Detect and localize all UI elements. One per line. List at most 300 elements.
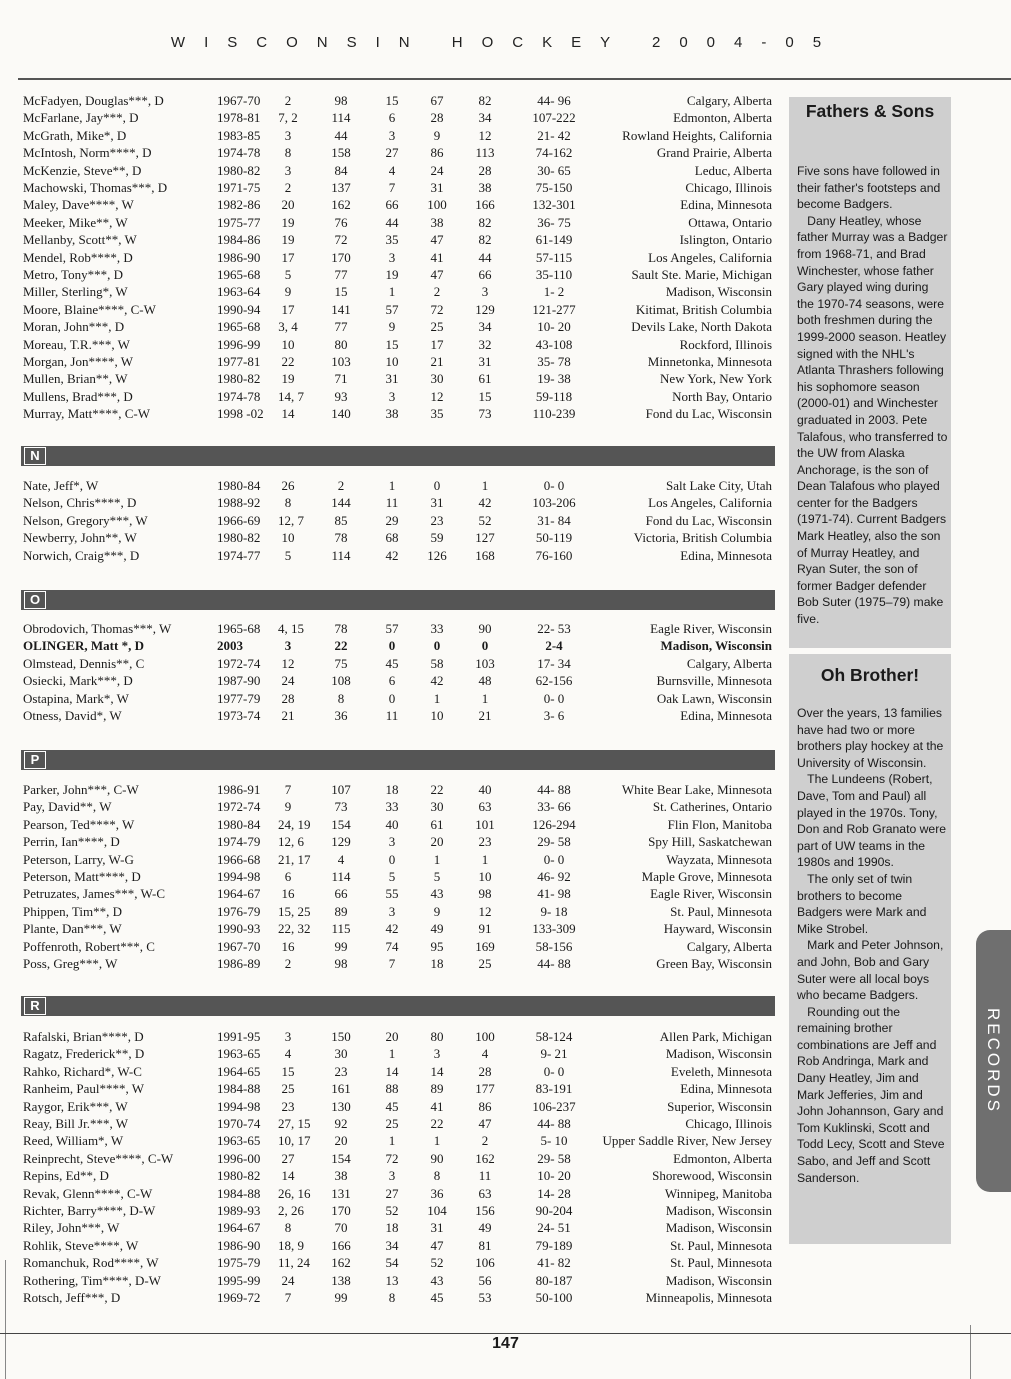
goals: 54 <box>385 1255 399 1271</box>
player-name: Poffenroth, Robert***, C <box>23 938 155 954</box>
penalties-minutes: 133-309 <box>532 921 576 937</box>
sidebar-body-fathers-sons: Five sons have followed in their father's footsteps and become Badgers. Dany Heatley, whose father Murray was a Badger from 1968-71, and Brad Winchester, whose father Gary played wing during the 1970-74 seasons, were both freshmen during the 1999-2000 season. Heatley signed with the NHL's Atlanta Thrashers following his sophomore season (2000-01) and Winchester graduated in 2003. Pete Talafous, who transferred to the UW from Alaska Anchorage, is the son of Dean Talafous who played center for the Badgers (1971-74). Current Badgers Mark Heatley, also the son of Murray Heatley, and Ryan Suter, the son of former Badger defender Bob Suter (1975–79) make five. <box>797 164 948 627</box>
penalties-minutes: 1- 2 <box>543 284 565 300</box>
games-played: 15 <box>334 284 348 300</box>
jersey-number: 24 <box>281 673 295 689</box>
points: 113 <box>475 145 495 161</box>
points: 129 <box>475 301 495 317</box>
games-played: 84 <box>334 162 348 178</box>
goals: 55 <box>385 886 399 902</box>
games-played: 38 <box>334 1168 348 1184</box>
games-played: 131 <box>331 1185 351 1201</box>
table-row <box>0 266 790 283</box>
penalties-minutes: 106-237 <box>532 1098 576 1114</box>
points: 82 <box>478 93 492 108</box>
jersey-number: 22 <box>281 354 295 369</box>
jersey-number: 8 <box>284 495 292 511</box>
player-name: Metro, Tony***, D <box>23 267 123 282</box>
goals: 14 <box>385 1063 399 1079</box>
hometown: Madison, Wisconsin <box>665 1220 772 1236</box>
hometown: New York, New York <box>660 371 772 387</box>
points: 2 <box>481 1133 489 1149</box>
jersey-number: 5 <box>284 267 292 282</box>
points: 38 <box>478 180 492 195</box>
penalties-minutes: 75-150 <box>535 180 573 195</box>
goals: 18 <box>385 782 399 797</box>
hometown: North Bay, Ontario <box>672 388 772 404</box>
jersey-number: 3, 4 <box>278 319 298 335</box>
player-name: Murray, Matt****, C-W <box>23 406 150 422</box>
jersey-number: 24, 19 <box>278 816 311 832</box>
hometown: St. Paul, Minnesota <box>670 1237 772 1253</box>
goals: 1 <box>388 478 396 493</box>
table-row <box>0 1272 790 1289</box>
jersey-number: 9 <box>284 799 292 815</box>
hometown: Flin Flon, Manitoba <box>667 816 772 832</box>
goals: 38 <box>385 406 399 422</box>
goals: 66 <box>385 197 399 213</box>
penalties-minutes: 36- 75 <box>537 214 571 230</box>
table-row <box>0 885 790 902</box>
jersey-number: 19 <box>281 232 295 248</box>
penalties-minutes: 80-187 <box>535 1272 573 1288</box>
games-played: 115 <box>331 921 351 937</box>
games-played: 72 <box>334 232 348 248</box>
assists: 61 <box>430 816 444 832</box>
player-name: Peterson, Larry, W-G <box>23 851 134 867</box>
player-name: Otness, David*, W <box>23 708 122 723</box>
games-played: 2 <box>337 478 345 493</box>
assists: 41 <box>430 1098 444 1114</box>
years: 1975-79 <box>217 1255 261 1271</box>
goals: 11 <box>385 708 399 723</box>
games-played: 150 <box>331 1029 351 1044</box>
table-row <box>0 1132 790 1149</box>
player-name: Rahko, Richard*, W-C <box>23 1063 142 1079</box>
goals: 5 <box>388 869 396 884</box>
points: 23 <box>478 834 492 850</box>
years: 1980-82 <box>217 530 261 546</box>
assists: 58 <box>430 655 444 671</box>
goals: 4 <box>388 162 396 178</box>
penalties-minutes: 5- 10 <box>540 1133 568 1149</box>
table-row <box>0 637 790 654</box>
assists: 1 <box>433 1133 441 1149</box>
points: 52 <box>478 512 492 528</box>
hometown: Victoria, British Columbia <box>633 530 772 546</box>
player-name: Miller, Sterling*, W <box>23 284 128 300</box>
table-row <box>0 162 790 179</box>
games-played: 98 <box>334 956 348 971</box>
points: 90 <box>478 621 492 636</box>
penalties-minutes: 10- 20 <box>537 319 571 335</box>
years: 1994-98 <box>217 1098 261 1114</box>
goals: 88 <box>385 1081 399 1097</box>
player-name: Nelson, Chris****, D <box>23 495 137 511</box>
jersey-number: 14 <box>281 406 295 422</box>
jersey-number: 19 <box>281 214 295 230</box>
jersey-number: 21, 17 <box>278 851 311 867</box>
table-row <box>0 920 790 937</box>
jersey-number: 28 <box>281 690 295 706</box>
table-row <box>0 816 790 833</box>
assists: 47 <box>430 232 444 248</box>
hometown: Kitimat, British Columbia <box>635 301 772 317</box>
hometown: Los Angeles, California <box>648 249 772 265</box>
points: 56 <box>478 1272 492 1288</box>
years: 1970-74 <box>217 1116 261 1131</box>
games-played: 78 <box>334 621 348 636</box>
goals: 0 <box>388 851 396 867</box>
games-played: 114 <box>331 869 351 884</box>
points: 91 <box>478 921 492 937</box>
penalties-minutes: 9- 21 <box>540 1046 568 1062</box>
hometown: Salt Lake City, Utah <box>665 478 772 493</box>
table-row <box>0 1080 790 1097</box>
games-played: 22 <box>334 638 348 654</box>
table-row <box>0 655 790 672</box>
player-name: Pearson, Ted****, W <box>23 816 135 832</box>
assists: 21 <box>430 354 444 369</box>
goals: 57 <box>385 621 399 636</box>
points: 28 <box>478 162 492 178</box>
penalties-minutes: 46- 92 <box>537 869 571 884</box>
assists: 47 <box>430 1237 444 1253</box>
penalties-minutes: 35- 78 <box>537 354 571 369</box>
games-played: 114 <box>331 110 351 126</box>
penalties-minutes: 3- 6 <box>543 708 565 723</box>
years: 1964-67 <box>217 1220 261 1236</box>
sidebar-title-fathers-sons: Fathers & Sons <box>805 101 935 121</box>
goals: 8 <box>388 1290 396 1305</box>
goals: 40 <box>385 816 399 832</box>
jersey-number: 27, 15 <box>278 1116 311 1131</box>
years: 1983-85 <box>217 127 261 143</box>
assists: 18 <box>430 956 444 971</box>
table-row <box>0 798 790 815</box>
table-row <box>0 318 790 335</box>
points: 28 <box>478 1063 492 1079</box>
years: 1974-78 <box>217 388 261 404</box>
penalties-minutes: 0- 0 <box>543 1063 565 1079</box>
penalties-minutes: 74-162 <box>535 145 573 161</box>
goals: 45 <box>385 1098 399 1114</box>
section-letter: O <box>24 591 46 609</box>
table-row <box>0 144 790 161</box>
penalties-minutes: 30- 65 <box>537 162 571 178</box>
player-name: Moore, Blaine****, C-W <box>23 301 156 317</box>
years: 1967-70 <box>217 93 261 108</box>
hometown: Devils Lake, North Dakota <box>631 319 772 335</box>
goals: 3 <box>388 249 396 265</box>
hometown: Chicago, Illinois <box>685 1116 772 1131</box>
hometown: Hayward, Wisconsin <box>663 921 772 937</box>
points: 53 <box>478 1290 492 1305</box>
penalties-minutes: 107-222 <box>532 110 576 126</box>
years: 1971-75 <box>217 180 261 195</box>
assists: 10 <box>430 708 444 723</box>
penalties-minutes: 35-110 <box>535 267 573 282</box>
table-row <box>0 494 790 511</box>
games-played: 93 <box>334 388 348 404</box>
years: 1980-82 <box>217 162 261 178</box>
hometown: Allen Park, Michigan <box>659 1029 772 1044</box>
player-name: Mullens, Brad***, D <box>23 388 133 404</box>
hometown: Maple Grove, Minnesota <box>641 869 772 884</box>
player-name: Repins, Ed**, D <box>23 1168 109 1184</box>
years: 1966-69 <box>217 512 261 528</box>
points: 42 <box>478 495 492 511</box>
jersey-number: 4 <box>284 1046 292 1062</box>
games-played: 4 <box>337 851 345 867</box>
section-bar <box>21 446 775 466</box>
hometown: Burnsville, Minnesota <box>656 673 772 689</box>
records-tab-label: RECORDS <box>984 1007 1003 1114</box>
jersey-number: 20 <box>281 197 295 213</box>
points: 169 <box>475 938 495 954</box>
jersey-number: 25 <box>281 1081 295 1097</box>
left-edge-line <box>5 1260 6 1379</box>
player-name: Perrin, Ian****, D <box>23 834 120 850</box>
player-name: Olmstead, Dennis**, C <box>23 655 145 671</box>
table-row <box>0 781 790 798</box>
goals: 7 <box>388 956 396 971</box>
years: 1996-00 <box>217 1150 261 1166</box>
points: 44 <box>478 249 492 265</box>
penalties-minutes: 50-100 <box>535 1290 573 1305</box>
assists: 0 <box>433 478 441 493</box>
player-name: Norwich, Craig***, D <box>23 547 140 563</box>
jersey-number: 4, 15 <box>278 621 304 636</box>
penalties-minutes: 44- 88 <box>537 956 571 971</box>
hometown: Edina, Minnesota <box>680 547 772 563</box>
games-played: 75 <box>334 655 348 671</box>
table-row <box>0 1185 790 1202</box>
jersey-number: 9 <box>284 284 292 300</box>
penalties-minutes: 0- 0 <box>543 478 565 493</box>
years: 2003 <box>217 638 243 654</box>
sidebar-body-oh-brother: Over the years, 13 families have had two or more brothers play hockey at the University of Wisconsin. The Lundeens (Robert, Dave, Tom and Paul) all played in the 1970s. Tony, Don and Rob Granato were part of UW teams in the 1980s and 1990s. The only set of twin brothers to become Badgers were Mark and Mike Strobel. Mark and Peter Johnson, and John, Bob and Gary Suter were all local boys who became Badgers. Rounding out the remaining brother combinations are Jeff and Rob Andringa, Mark and Dany Heatley, Jim and Mark Jefferies, Jim and John Johannson, Gary and Tom Kuklinski, Scott and Todd Lecy, Scott and Steve Sabo, and Jeff and Scott Sanderson. <box>797 706 947 1185</box>
goals: 11 <box>385 495 399 511</box>
games-played: 170 <box>331 249 351 265</box>
games-played: 162 <box>331 197 351 213</box>
assists: 9 <box>433 127 441 143</box>
table-row <box>0 179 790 196</box>
years: 1991-95 <box>217 1029 261 1044</box>
points: 12 <box>478 127 492 143</box>
hometown: Edina, Minnesota <box>680 1081 772 1097</box>
hometown: Madison, Wisconsin <box>665 1272 772 1288</box>
assists: 38 <box>430 214 444 230</box>
goals: 3 <box>388 388 396 404</box>
jersey-number: 17 <box>281 301 295 317</box>
table-row <box>0 249 790 266</box>
player-name: Maley, Dave****, W <box>23 197 134 213</box>
table-row <box>0 1098 790 1115</box>
penalties-minutes: 44- 88 <box>537 782 571 797</box>
section-letter: N <box>24 447 46 465</box>
section-letter: P <box>24 751 46 769</box>
years: 1984-88 <box>217 1081 261 1097</box>
page-number: 147 <box>492 1335 519 1352</box>
assists: 47 <box>430 267 444 282</box>
player-name: McKenzie, Steve**, D <box>23 162 142 178</box>
assists: 33 <box>430 621 444 636</box>
assists: 30 <box>430 371 444 387</box>
table-row <box>0 1219 790 1236</box>
jersey-number: 23 <box>281 1098 295 1114</box>
games-played: 80 <box>334 336 348 352</box>
points: 31 <box>478 354 492 369</box>
penalties-minutes: 121-277 <box>532 301 576 317</box>
hometown: Fond du Lac, Wisconsin <box>645 512 772 528</box>
hometown: Eagle River, Wisconsin <box>650 621 772 636</box>
jersey-number: 8 <box>284 1220 292 1236</box>
assists: 24 <box>430 162 444 178</box>
games-played: 30 <box>334 1046 348 1062</box>
goals: 18 <box>385 1220 399 1236</box>
penalties-minutes: 110-239 <box>532 406 576 422</box>
years: 1974-78 <box>217 145 261 161</box>
penalties-minutes: 58-124 <box>535 1029 573 1044</box>
assists: 36 <box>430 1185 444 1201</box>
games-played: 162 <box>331 1255 351 1271</box>
hometown: Madison, Wisconsin <box>665 284 772 300</box>
goals: 42 <box>385 921 399 937</box>
table-row <box>0 1289 790 1306</box>
table-row <box>0 196 790 213</box>
points: 101 <box>475 816 495 832</box>
goals: 3 <box>388 834 396 850</box>
years: 1964-65 <box>217 1063 261 1079</box>
goals: 3 <box>388 903 396 919</box>
assists: 104 <box>427 1203 447 1218</box>
points: 106 <box>475 1255 495 1271</box>
hometown: Green Bay, Wisconsin <box>656 956 772 971</box>
points: 162 <box>475 1150 495 1166</box>
points: 40 <box>478 782 492 797</box>
table-row <box>0 388 790 405</box>
table-row <box>0 1115 790 1132</box>
penalties-minutes: 43-108 <box>535 336 573 352</box>
section-bar <box>21 590 775 610</box>
penalties-minutes: 90-204 <box>535 1203 573 1218</box>
hometown: Calgary, Alberta <box>686 93 772 108</box>
hometown: Los Angeles, California <box>648 495 772 511</box>
jersey-number: 21 <box>281 708 295 723</box>
jersey-number: 10 <box>281 530 295 546</box>
hometown: Eagle River, Wisconsin <box>650 886 772 902</box>
section-bar <box>21 996 775 1016</box>
hometown: Superior, Wisconsin <box>667 1098 772 1114</box>
player-name: Parker, John***, C-W <box>23 782 139 797</box>
jersey-number: 24 <box>281 1272 295 1288</box>
jersey-number: 15 <box>281 1063 295 1079</box>
player-name: Osiecki, Mark***, D <box>23 673 133 689</box>
hometown: White Bear Lake, Minnesota <box>621 782 772 797</box>
table-row <box>0 547 790 564</box>
games-played: 36 <box>334 708 348 723</box>
assists: 100 <box>427 197 447 213</box>
jersey-number: 3 <box>284 127 292 143</box>
years: 1976-79 <box>217 903 261 919</box>
hometown: Oak Lawn, Wisconsin <box>656 690 772 706</box>
goals: 44 <box>385 214 399 230</box>
player-name: Nelson, Gregory***, W <box>23 512 148 528</box>
assists: 22 <box>430 1116 444 1131</box>
assists: 25 <box>430 319 444 335</box>
table-row <box>0 512 790 529</box>
points: 1 <box>481 478 489 493</box>
assists: 2 <box>433 284 441 300</box>
penalties-minutes: 33- 66 <box>537 799 571 815</box>
table-row <box>0 301 790 318</box>
games-played: 98 <box>334 93 348 108</box>
points: 12 <box>478 903 492 919</box>
jersey-number: 2 <box>284 93 292 108</box>
header-rule <box>18 78 1011 80</box>
penalties-minutes: 0- 0 <box>543 851 565 867</box>
points: 63 <box>478 1185 492 1201</box>
games-played: 130 <box>331 1098 351 1114</box>
games-played: 78 <box>334 530 348 546</box>
table-row <box>0 231 790 248</box>
games-played: 77 <box>334 267 348 282</box>
games-played: 66 <box>334 886 348 902</box>
sidebar-separator <box>789 648 951 654</box>
hometown: Madison, Wisconsin <box>665 1046 772 1062</box>
page-header: WISCONSIN HOCKEY 2004-05 <box>170 34 841 51</box>
assists: 3 <box>433 1046 441 1062</box>
hometown: Ottawa, Ontario <box>688 214 772 230</box>
hometown: Minneapolis, Minnesota <box>645 1290 772 1305</box>
player-name: Poss, Greg***, W <box>23 956 118 971</box>
games-played: 140 <box>331 406 351 422</box>
games-played: 73 <box>334 799 348 815</box>
table-row <box>0 1150 790 1167</box>
player-name: Raygor, Erik***, W <box>23 1098 128 1114</box>
points: 34 <box>478 110 492 126</box>
penalties-minutes: 79-189 <box>535 1237 573 1253</box>
assists: 8 <box>433 1168 441 1184</box>
table-row <box>0 336 790 353</box>
player-name: Meeker, Mike**, W <box>23 214 128 230</box>
years: 1994-98 <box>217 869 261 884</box>
sidebar-title-oh-brother: Oh Brother! <box>820 665 920 685</box>
points: 49 <box>478 1220 492 1236</box>
jersey-number: 7 <box>284 1290 292 1305</box>
penalties-minutes: 0- 0 <box>543 690 565 706</box>
player-name: Obrodovich, Thomas***, W <box>23 621 172 636</box>
penalties-minutes: 41- 82 <box>537 1255 571 1271</box>
assists: 95 <box>430 938 444 954</box>
games-played: 89 <box>334 903 348 919</box>
table-row <box>0 1063 790 1080</box>
assists: 59 <box>430 530 444 546</box>
years: 1972-74 <box>217 655 261 671</box>
games-played: 99 <box>334 938 348 954</box>
years: 1974-77 <box>217 547 261 563</box>
player-name: McFadyen, Douglas***, D <box>23 93 164 108</box>
points: 32 <box>478 336 492 352</box>
years: 1980-84 <box>217 478 261 493</box>
hometown: St. Catherines, Ontario <box>652 799 772 815</box>
hometown: Eveleth, Minnesota <box>670 1063 772 1079</box>
years: 1969-72 <box>217 1290 261 1305</box>
assists: 30 <box>430 799 444 815</box>
goals: 3 <box>388 127 396 143</box>
hometown: Edina, Minnesota <box>680 197 772 213</box>
